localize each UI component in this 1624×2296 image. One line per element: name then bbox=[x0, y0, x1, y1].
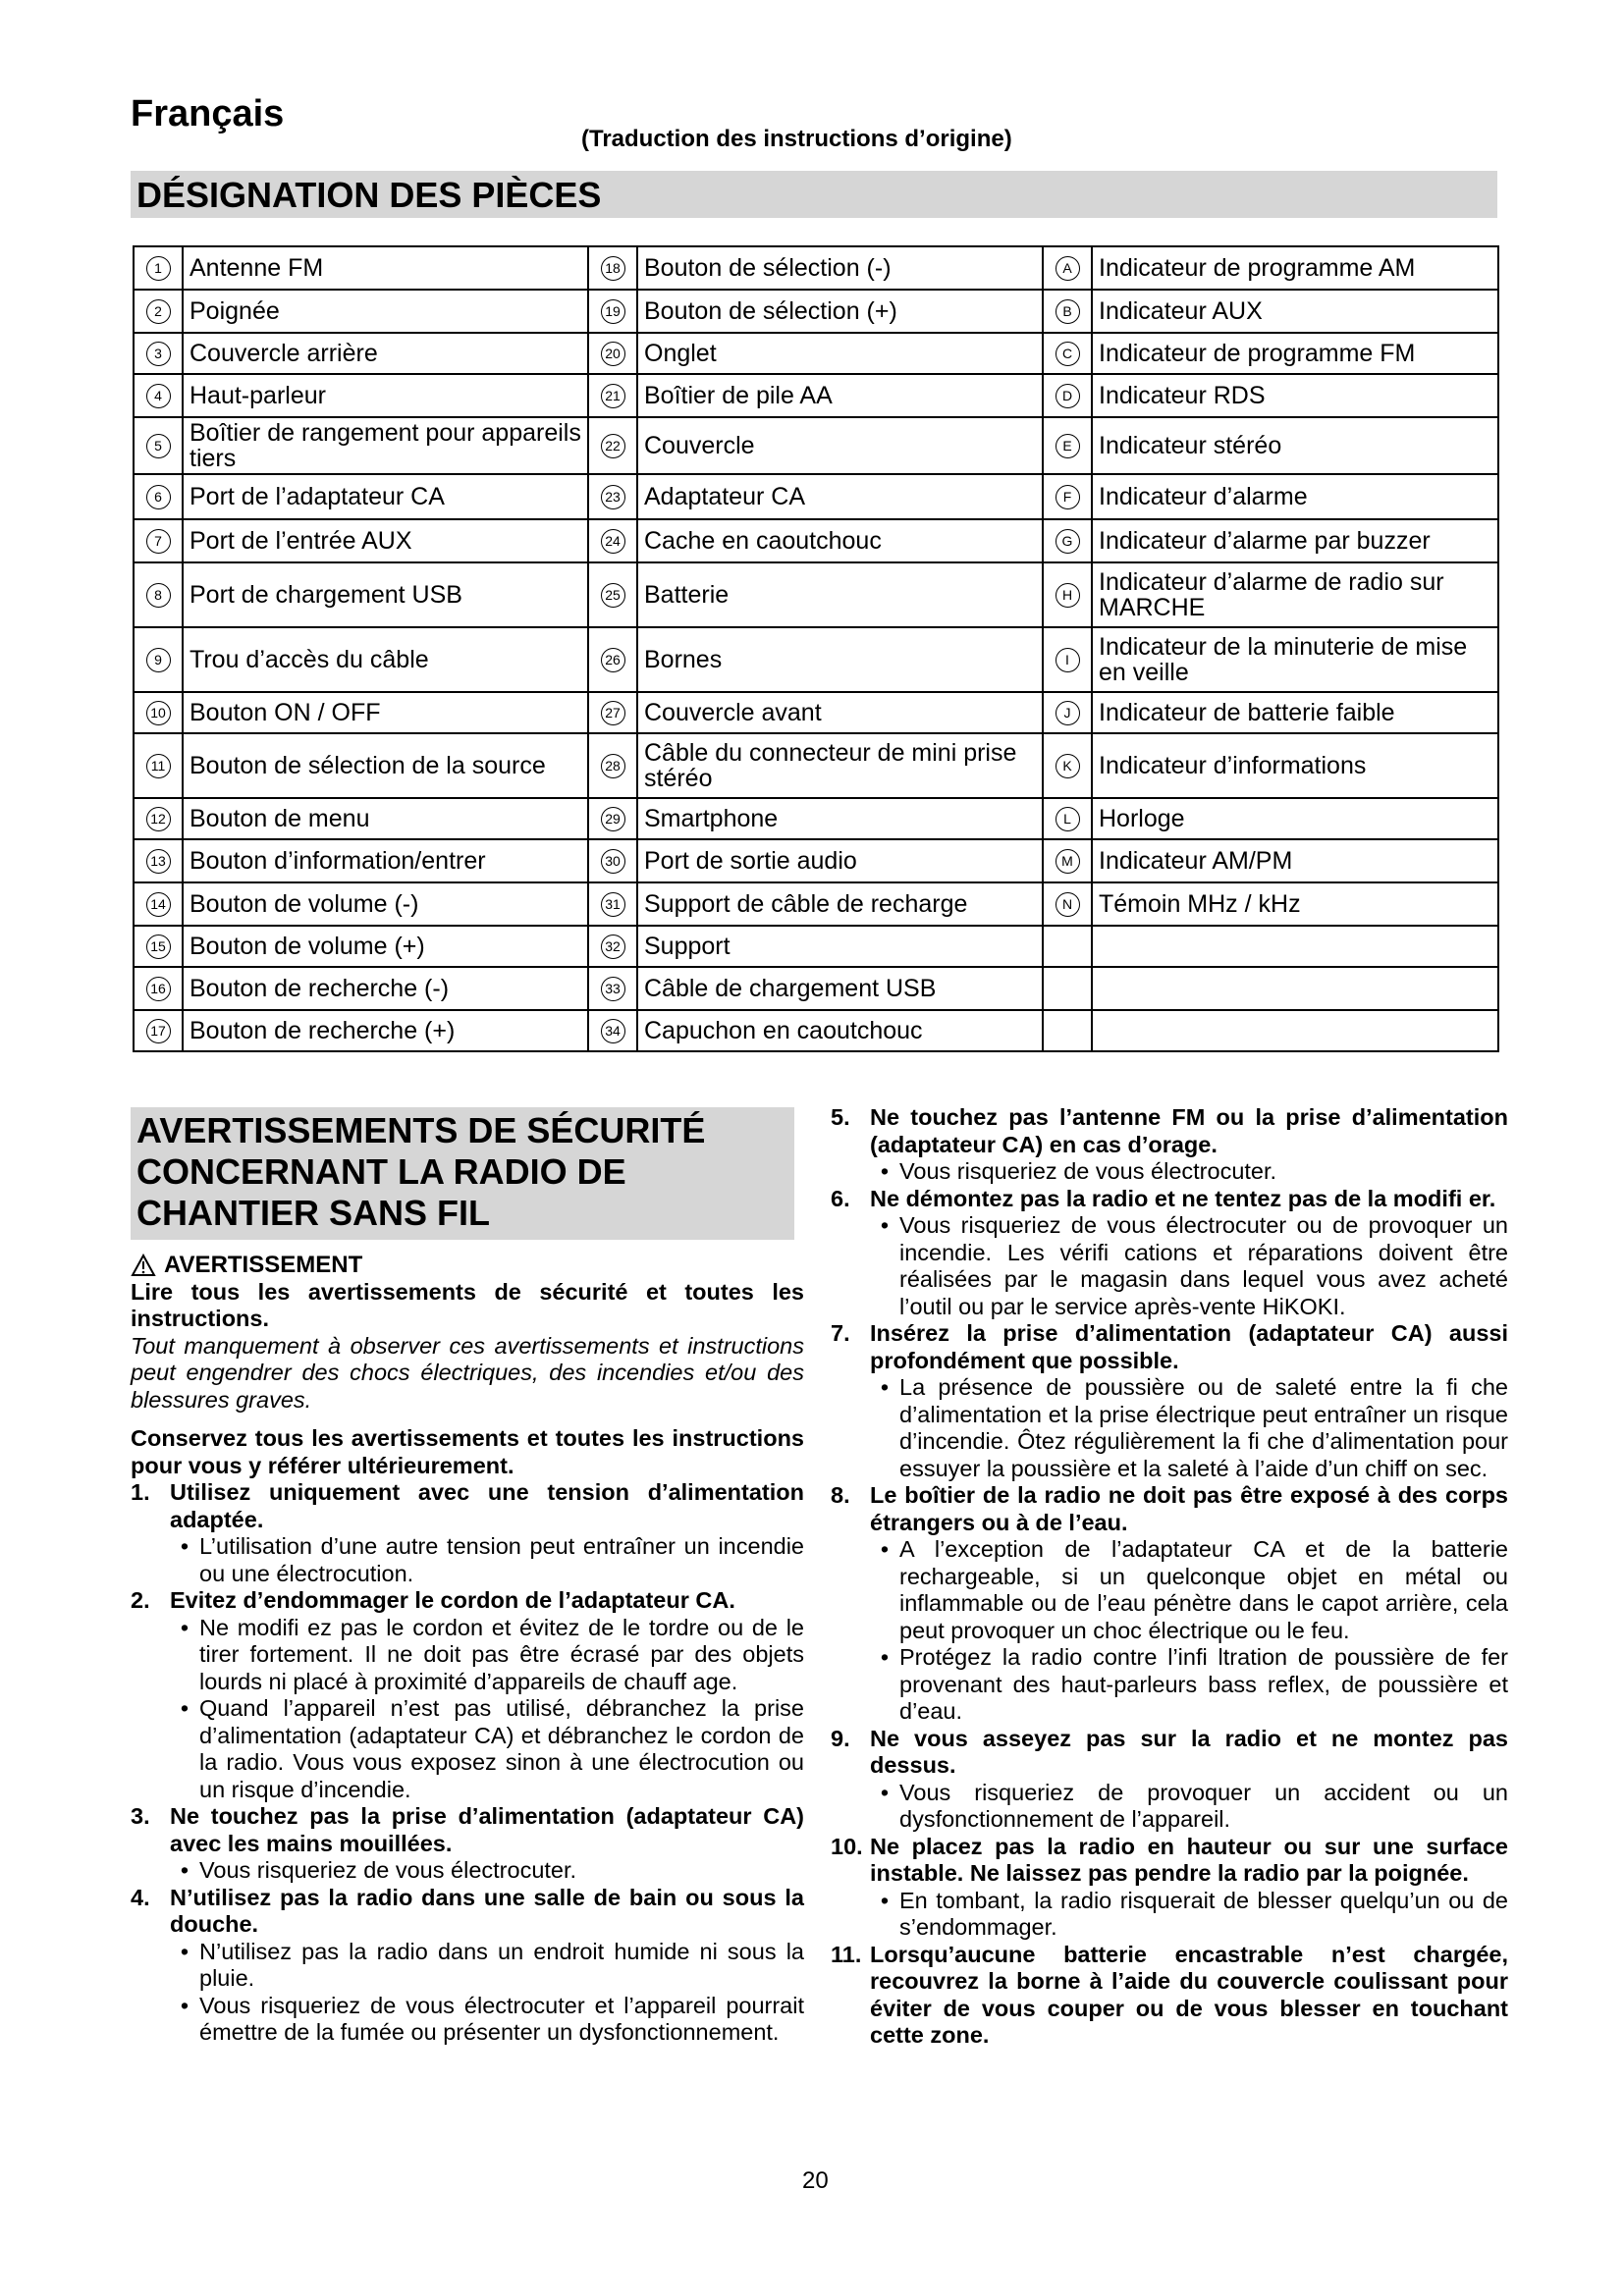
part-number-cell bbox=[134, 417, 183, 474]
part-number-cell bbox=[588, 627, 637, 692]
part-number-badge: J bbox=[1056, 701, 1080, 725]
safety-item-title bbox=[831, 1320, 1508, 1374]
part-number-badge: 17 bbox=[146, 1019, 171, 1043]
part-number-cell bbox=[134, 333, 183, 374]
part-number-cell bbox=[134, 926, 183, 967]
parts-table-row bbox=[134, 290, 1498, 333]
part-name-cell: Couvercle arrière bbox=[183, 333, 588, 374]
part-number-cell bbox=[1043, 839, 1092, 882]
part-number-badge: 8 bbox=[146, 583, 171, 608]
bullet-dot-icon: • bbox=[880, 1779, 890, 1805]
page-number: 20 bbox=[802, 2167, 829, 2194]
part-name-cell: Indicateur d’alarme de radio sur MARCHE bbox=[1092, 562, 1498, 627]
safety-bullet bbox=[831, 1158, 1508, 1186]
safety-item-number: 4. bbox=[131, 1884, 150, 1910]
safety-title-line: CONCERNANT LA RADIO DE bbox=[136, 1151, 626, 1192]
part-number-badge: C bbox=[1056, 342, 1080, 366]
parts-table bbox=[133, 245, 1499, 1052]
part-number-badge: 4 bbox=[146, 384, 171, 408]
part-name-cell: Couvercle avant bbox=[637, 692, 1043, 733]
part-number-badge: 9 bbox=[146, 648, 171, 672]
part-number-cell bbox=[588, 519, 637, 562]
part-number-badge: L bbox=[1056, 807, 1080, 831]
safety-bullet bbox=[131, 1615, 804, 1696]
part-number-cell bbox=[588, 882, 637, 926]
parts-table-row bbox=[134, 417, 1498, 474]
safety-item-number: 11. bbox=[831, 1941, 862, 1967]
parts-table-row bbox=[134, 692, 1498, 733]
part-number-cell bbox=[1043, 374, 1092, 417]
part-number-badge: 34 bbox=[601, 1019, 625, 1043]
translation-subtitle: (Traduction des instructions d’origine) bbox=[581, 126, 1012, 152]
safety-item bbox=[831, 1482, 1508, 1726]
part-number-badge: 19 bbox=[601, 299, 625, 324]
parts-table-row bbox=[134, 474, 1498, 519]
safety-bullet bbox=[131, 1533, 804, 1587]
safety-bullet bbox=[831, 1780, 1508, 1834]
part-number-cell bbox=[134, 882, 183, 926]
part-number-cell bbox=[1043, 474, 1092, 519]
part-number-cell bbox=[134, 967, 183, 1010]
part-number-badge: 23 bbox=[601, 485, 625, 509]
part-name-cell: Indicateur stéréo bbox=[1092, 417, 1498, 474]
parts-table-row bbox=[134, 627, 1498, 692]
part-number-cell bbox=[588, 967, 637, 1010]
safety-item bbox=[131, 1885, 804, 2047]
safety-bullet bbox=[131, 1993, 804, 2047]
safety-bullet bbox=[831, 1644, 1508, 1726]
part-name-cell: Port de chargement USB bbox=[183, 562, 588, 627]
part-name-cell: Câble du connecteur de mini prise stéréo bbox=[637, 733, 1043, 798]
part-number-cell bbox=[1043, 692, 1092, 733]
part-number-badge: 29 bbox=[601, 807, 625, 831]
part-number-badge: 13 bbox=[146, 849, 171, 874]
safety-item-title-text: Ne démontez pas la radio et ne tentez pas de la modifi er. bbox=[870, 1185, 1496, 1211]
part-number-cell bbox=[588, 1010, 637, 1051]
part-number-badge: 15 bbox=[146, 934, 171, 959]
part-number-cell bbox=[588, 839, 637, 882]
bullet-dot-icon: • bbox=[880, 1158, 890, 1184]
parts-table-row bbox=[134, 519, 1498, 562]
part-number-cell bbox=[1043, 290, 1092, 333]
safety-item-title-text: Le boîtier de la radio ne doit pas être exposé à des corps étrangers ou à de l’eau. bbox=[870, 1482, 1508, 1535]
safety-bullet-text: Vous risqueriez de vous électrocuter. bbox=[199, 1857, 577, 1883]
part-name-cell: Bouton de volume (-) bbox=[183, 882, 588, 926]
safety-item-title-text: Utilisez uniquement avec une tension d’alimentation adaptée. bbox=[170, 1479, 804, 1532]
part-name-cell: Trou d’accès du câble bbox=[183, 627, 588, 692]
part-number-badge: 25 bbox=[601, 583, 625, 608]
part-number-cell bbox=[588, 474, 637, 519]
safety-bullet-text: La présence de poussière ou de saleté entre la fi che d’alimentation et la prise électrique peut entraîner un risque d’incendie. Ôtez régulièrement la fi che d’alimentation pour essuyer la poussière et la saleté à l’aide d’un chiff on sec. bbox=[899, 1374, 1508, 1481]
part-name-cell: Boîtier de rangement pour appareils tiers bbox=[183, 417, 588, 474]
part-number-badge: B bbox=[1056, 299, 1080, 324]
part-name-cell: Boîtier de pile AA bbox=[637, 374, 1043, 417]
part-number-badge: E bbox=[1056, 434, 1080, 458]
part-name-cell bbox=[1092, 1010, 1498, 1051]
part-number-cell bbox=[134, 519, 183, 562]
safety-item-number: 6. bbox=[831, 1185, 850, 1211]
safety-item bbox=[831, 1104, 1508, 1186]
part-number-cell bbox=[1043, 798, 1092, 839]
part-number-badge: 7 bbox=[146, 529, 171, 554]
part-name-cell bbox=[1092, 967, 1498, 1010]
bullet-dot-icon: • bbox=[880, 1644, 890, 1670]
safety-bullet bbox=[131, 1939, 804, 1993]
part-number-cell bbox=[588, 733, 637, 798]
bullet-dot-icon: • bbox=[180, 1614, 189, 1640]
part-number-cell bbox=[134, 562, 183, 627]
safety-bullet bbox=[131, 1695, 804, 1803]
part-name-cell: Indicateur AM/PM bbox=[1092, 839, 1498, 882]
part-name-cell: Batterie bbox=[637, 562, 1043, 627]
safety-bullet-text: Ne modifi ez pas le cordon et évitez de le tordre ou de le tirer fortement. Il ne doit pas être écrasé par des objets lourds ni placé à proximité d’appareils de chauff age. bbox=[199, 1614, 804, 1694]
part-number-cell bbox=[588, 692, 637, 733]
part-number-cell bbox=[1043, 519, 1092, 562]
part-number-badge: 6 bbox=[146, 485, 171, 509]
part-name-cell: Bouton de sélection (-) bbox=[637, 246, 1043, 290]
part-number-cell bbox=[134, 798, 183, 839]
bullet-dot-icon: • bbox=[180, 1938, 189, 1964]
part-number-badge: 14 bbox=[146, 892, 171, 917]
parts-table-row bbox=[134, 839, 1498, 882]
part-number-cell bbox=[588, 417, 637, 474]
safety-item-title bbox=[131, 1803, 804, 1857]
part-number-cell bbox=[134, 374, 183, 417]
safety-bullet bbox=[831, 1212, 1508, 1320]
part-name-cell: Indicateur d’alarme par buzzer bbox=[1092, 519, 1498, 562]
part-name-cell: Indicateur d’informations bbox=[1092, 733, 1498, 798]
part-name-cell: Port de sortie audio bbox=[637, 839, 1043, 882]
part-name-cell: Indicateur d’alarme bbox=[1092, 474, 1498, 519]
part-number-badge: H bbox=[1056, 583, 1080, 608]
safety-item-title-text: Ne touchez pas l’antenne FM ou la prise d’alimentation (adaptateur CA) en cas d’orage. bbox=[870, 1104, 1508, 1157]
warning-label: AVERTISSEMENT bbox=[164, 1252, 363, 1278]
parts-table-row bbox=[134, 333, 1498, 374]
part-number-cell bbox=[588, 333, 637, 374]
safety-item-number: 5. bbox=[831, 1104, 850, 1130]
part-name-cell: Bouton de volume (+) bbox=[183, 926, 588, 967]
part-number-cell bbox=[134, 474, 183, 519]
part-name-cell: Bouton de menu bbox=[183, 798, 588, 839]
safety-item-number: 8. bbox=[831, 1482, 850, 1508]
failure-notice: Tout manquement à observer ces avertissements et instructions peut engendrer des chocs électriques, des incendies et/ou des blessures graves. bbox=[131, 1332, 804, 1413]
part-name-cell: Indicateur de programme AM bbox=[1092, 246, 1498, 290]
part-number-badge: 11 bbox=[146, 754, 171, 778]
part-number-cell bbox=[134, 246, 183, 290]
safety-items-right bbox=[831, 1104, 1508, 2050]
part-number-badge: 31 bbox=[601, 892, 625, 917]
part-number-cell bbox=[1043, 333, 1092, 374]
safety-items-left bbox=[131, 1479, 804, 2047]
part-number-badge: M bbox=[1056, 849, 1080, 874]
part-name-cell: Cache en caoutchouc bbox=[637, 519, 1043, 562]
part-number-cell bbox=[134, 1010, 183, 1051]
part-number-badge: 12 bbox=[146, 807, 171, 831]
safety-item-title bbox=[131, 1479, 804, 1533]
parts-table-row bbox=[134, 733, 1498, 798]
part-number-badge: F bbox=[1056, 485, 1080, 509]
part-number-cell bbox=[1043, 967, 1092, 1010]
part-name-cell: Horloge bbox=[1092, 798, 1498, 839]
safety-item bbox=[131, 1803, 804, 1885]
part-name-cell: Support de câble de recharge bbox=[637, 882, 1043, 926]
part-number-badge: A bbox=[1056, 256, 1080, 281]
parts-table-row bbox=[134, 246, 1498, 290]
safety-bullet-text: L’utilisation d’une autre tension peut entraîner un incendie ou une électrocution. bbox=[199, 1533, 804, 1586]
part-number-cell bbox=[1043, 733, 1092, 798]
part-number-cell bbox=[588, 926, 637, 967]
safety-bullet-text: A l’exception de l’adaptateur CA et de la batterie rechargeable, si un quelconque objet en métal ou inflammable ou de l’eau pénètre dans le capot arrière, cela peut provoquer un choc électrique ou le feu. bbox=[899, 1536, 1508, 1643]
part-number-cell bbox=[134, 290, 183, 333]
part-name-cell: Indicateur AUX bbox=[1092, 290, 1498, 333]
part-number-cell bbox=[1043, 1010, 1092, 1051]
part-number-badge: 22 bbox=[601, 434, 625, 458]
part-number-badge: N bbox=[1056, 892, 1080, 917]
part-name-cell: Capuchon en caoutchouc bbox=[637, 1010, 1043, 1051]
safety-item bbox=[831, 1942, 1508, 2050]
safety-bullet bbox=[831, 1374, 1508, 1482]
part-number-cell bbox=[588, 562, 637, 627]
parts-table-body bbox=[134, 246, 1498, 1051]
part-number-cell bbox=[134, 692, 183, 733]
part-number-badge: 26 bbox=[601, 648, 625, 672]
part-number-badge: I bbox=[1056, 648, 1080, 672]
part-name-cell: Antenne FM bbox=[183, 246, 588, 290]
part-name-cell: Couvercle bbox=[637, 417, 1043, 474]
part-number-cell bbox=[588, 374, 637, 417]
safety-item bbox=[831, 1320, 1508, 1482]
safety-item-number: 1. bbox=[131, 1479, 150, 1505]
part-number-badge: 5 bbox=[146, 434, 171, 458]
part-name-cell: Poignée bbox=[183, 290, 588, 333]
part-number-cell bbox=[1043, 246, 1092, 290]
safety-item-title-text: Ne touchez pas la prise d’alimentation (adaptateur CA) avec les mains mouillées. bbox=[170, 1803, 804, 1856]
safety-left-column bbox=[131, 1107, 804, 2047]
part-name-cell bbox=[1092, 926, 1498, 967]
safety-item-title-text: Lorsqu’aucune batterie encastrable n’est chargée, recouvrez la borne à l’aide du couvercle coulissant pour éviter de vous couper ou de vous blesser en touchant cette zone. bbox=[870, 1941, 1508, 2048]
safety-item bbox=[831, 1834, 1508, 1942]
parts-table-row bbox=[134, 562, 1498, 627]
parts-table-row bbox=[134, 926, 1498, 967]
part-number-badge: 3 bbox=[146, 342, 171, 366]
part-number-cell bbox=[588, 798, 637, 839]
safety-bullet-text: Vous risqueriez de vous électrocuter et l’appareil pourrait émettre de la fumée ou présenter un dysfonctionnement. bbox=[199, 1992, 804, 2045]
keep-instructions: Conservez tous les avertissements et toutes les instructions pour vous y référer ultérieurement. bbox=[131, 1425, 804, 1478]
part-name-cell: Smartphone bbox=[637, 798, 1043, 839]
bullet-dot-icon: • bbox=[180, 1695, 189, 1721]
part-number-cell bbox=[588, 290, 637, 333]
safety-item-number: 2. bbox=[131, 1587, 150, 1613]
part-number-badge: 18 bbox=[601, 256, 625, 281]
safety-item-title bbox=[831, 1942, 1508, 2050]
warning-heading bbox=[131, 1252, 804, 1279]
part-number-badge: 28 bbox=[601, 754, 625, 778]
safety-item-title bbox=[131, 1885, 804, 1939]
safety-item-title bbox=[831, 1482, 1508, 1536]
part-number-badge: 10 bbox=[146, 701, 171, 725]
safety-item-number: 3. bbox=[131, 1803, 150, 1829]
part-name-cell: Port de l’adaptateur CA bbox=[183, 474, 588, 519]
part-number-cell bbox=[134, 733, 183, 798]
part-name-cell: Port de l’entrée AUX bbox=[183, 519, 588, 562]
part-number-badge: D bbox=[1056, 384, 1080, 408]
designation-title: DÉSIGNATION DES PIÈCES bbox=[131, 171, 1497, 218]
bullet-dot-icon: • bbox=[180, 1857, 189, 1883]
bullet-dot-icon: • bbox=[180, 1992, 189, 2018]
safety-item-title-text: Ne placez pas la radio en hauteur ou sur une surface instable. Ne laissez pas pendre la radio par la poignée. bbox=[870, 1833, 1508, 1886]
part-number-badge: K bbox=[1056, 754, 1080, 778]
safety-bullet bbox=[131, 1857, 804, 1885]
parts-table-row bbox=[134, 882, 1498, 926]
safety-bullet-text: En tombant, la radio risquerait de blesser quelqu’un ou de s’endommager. bbox=[899, 1887, 1508, 1940]
safety-bullet bbox=[831, 1888, 1508, 1942]
parts-table-row bbox=[134, 967, 1498, 1010]
part-name-cell: Adaptateur CA bbox=[637, 474, 1043, 519]
safety-item bbox=[831, 1186, 1508, 1321]
safety-title-line: AVERTISSEMENTS DE SÉCURITÉ bbox=[136, 1110, 706, 1150]
safety-bullet bbox=[831, 1536, 1508, 1644]
language-heading: Français bbox=[131, 93, 285, 134]
part-name-cell: Indicateur de batterie faible bbox=[1092, 692, 1498, 733]
part-name-cell: Bouton d’information/entrer bbox=[183, 839, 588, 882]
part-number-badge: 33 bbox=[601, 977, 625, 1001]
part-name-cell: Indicateur RDS bbox=[1092, 374, 1498, 417]
safety-item-number: 9. bbox=[831, 1725, 850, 1751]
part-name-cell: Bouton de recherche (-) bbox=[183, 967, 588, 1010]
part-name-cell: Haut-parleur bbox=[183, 374, 588, 417]
part-number-cell bbox=[1043, 562, 1092, 627]
part-number-badge: 30 bbox=[601, 849, 625, 874]
part-number-badge: 24 bbox=[601, 529, 625, 554]
part-number-badge: 20 bbox=[601, 342, 625, 366]
safety-bullet-text: Vous risqueriez de provoquer un accident ou un dysfonctionnement de l’appareil. bbox=[899, 1779, 1508, 1832]
safety-item-title-text: Ne vous asseyez pas sur la radio et ne montez pas dessus. bbox=[870, 1725, 1508, 1778]
safety-item-title bbox=[831, 1104, 1508, 1158]
safety-title-line: CHANTIER SANS FIL bbox=[136, 1193, 490, 1233]
bullet-dot-icon: • bbox=[880, 1887, 890, 1913]
part-name-cell: Indicateur de programme FM bbox=[1092, 333, 1498, 374]
bullet-dot-icon: • bbox=[180, 1533, 189, 1559]
part-number-badge: 27 bbox=[601, 701, 625, 725]
safety-bullet-text: Protégez la radio contre l’infi ltration de poussière de fer provenant des haut-parleurs bass reflex, de poussière et d’eau. bbox=[899, 1644, 1508, 1724]
part-name-cell: Onglet bbox=[637, 333, 1043, 374]
part-number-cell bbox=[1043, 417, 1092, 474]
safety-item-number: 7. bbox=[831, 1320, 850, 1346]
part-number-badge: 21 bbox=[601, 384, 625, 408]
part-name-cell: Support bbox=[637, 926, 1043, 967]
safety-item-title bbox=[831, 1186, 1508, 1213]
parts-table-row bbox=[134, 1010, 1498, 1051]
safety-bullet-text: Vous risqueriez de vous électrocuter. bbox=[899, 1158, 1277, 1184]
part-name-cell: Témoin MHz / kHz bbox=[1092, 882, 1498, 926]
safety-item-title-text: Insérez la prise d’alimentation (adaptateur CA) aussi profondément que possible. bbox=[870, 1320, 1508, 1373]
part-number-badge: 1 bbox=[146, 256, 171, 281]
part-name-cell: Bornes bbox=[637, 627, 1043, 692]
part-number-cell bbox=[1043, 627, 1092, 692]
safety-item-number: 10. bbox=[831, 1833, 863, 1859]
safety-title bbox=[131, 1107, 794, 1240]
part-name-cell: Câble de chargement USB bbox=[637, 967, 1043, 1010]
part-name-cell: Bouton de sélection de la source bbox=[183, 733, 588, 798]
part-number-cell bbox=[1043, 926, 1092, 967]
bullet-dot-icon: • bbox=[880, 1374, 890, 1400]
part-name-cell: Bouton de recherche (+) bbox=[183, 1010, 588, 1051]
safety-item-title-text: N’utilisez pas la radio dans une salle de bain ou sous la douche. bbox=[170, 1884, 804, 1937]
read-all-warnings: Lire tous les avertissements de sécurité et toutes les instructions. bbox=[131, 1278, 804, 1331]
safety-item-title bbox=[131, 1587, 804, 1615]
part-name-cell: Bouton de sélection (+) bbox=[637, 290, 1043, 333]
part-number-badge: 2 bbox=[146, 299, 171, 324]
part-number-badge: 16 bbox=[146, 977, 171, 1001]
safety-item bbox=[131, 1479, 804, 1587]
part-name-cell: Indicateur de la minuterie de mise en veille bbox=[1092, 627, 1498, 692]
part-number-cell bbox=[134, 839, 183, 882]
warning-triangle-icon bbox=[131, 1254, 156, 1277]
safety-right-column bbox=[831, 1104, 1508, 2050]
parts-table-row bbox=[134, 374, 1498, 417]
safety-bullet-text: Quand l’appareil n’est pas utilisé, débranchez la prise d’alimentation (adaptateur CA) et débranchez le cordon de la radio. Vous vous exposez sinon à une électrocution ou un risque d’incendie. bbox=[199, 1695, 804, 1802]
safety-item bbox=[131, 1587, 804, 1803]
part-number-cell bbox=[1043, 882, 1092, 926]
parts-table-row bbox=[134, 798, 1498, 839]
part-number-cell bbox=[134, 627, 183, 692]
safety-bullet-text: N’utilisez pas la radio dans un endroit humide ni sous la pluie. bbox=[199, 1938, 804, 1991]
part-number-badge: G bbox=[1056, 529, 1080, 554]
safety-item-title-text: Evitez d’endommager le cordon de l’adaptateur CA. bbox=[170, 1587, 735, 1613]
safety-item bbox=[831, 1726, 1508, 1834]
part-name-cell: Bouton ON / OFF bbox=[183, 692, 588, 733]
safety-item-title bbox=[831, 1834, 1508, 1888]
bullet-dot-icon: • bbox=[880, 1536, 890, 1562]
part-number-badge: 32 bbox=[601, 934, 625, 959]
part-number-cell bbox=[588, 246, 637, 290]
safety-bullet-text: Vous risqueriez de vous électrocuter ou de provoquer un incendie. Les vérifi cations et réparations doivent être réalisées par le magasin dans lequel vous avez acheté l’outil ou par le service après-vente HiKOKI. bbox=[899, 1212, 1508, 1319]
safety-item-title bbox=[831, 1726, 1508, 1780]
bullet-dot-icon: • bbox=[880, 1212, 890, 1238]
